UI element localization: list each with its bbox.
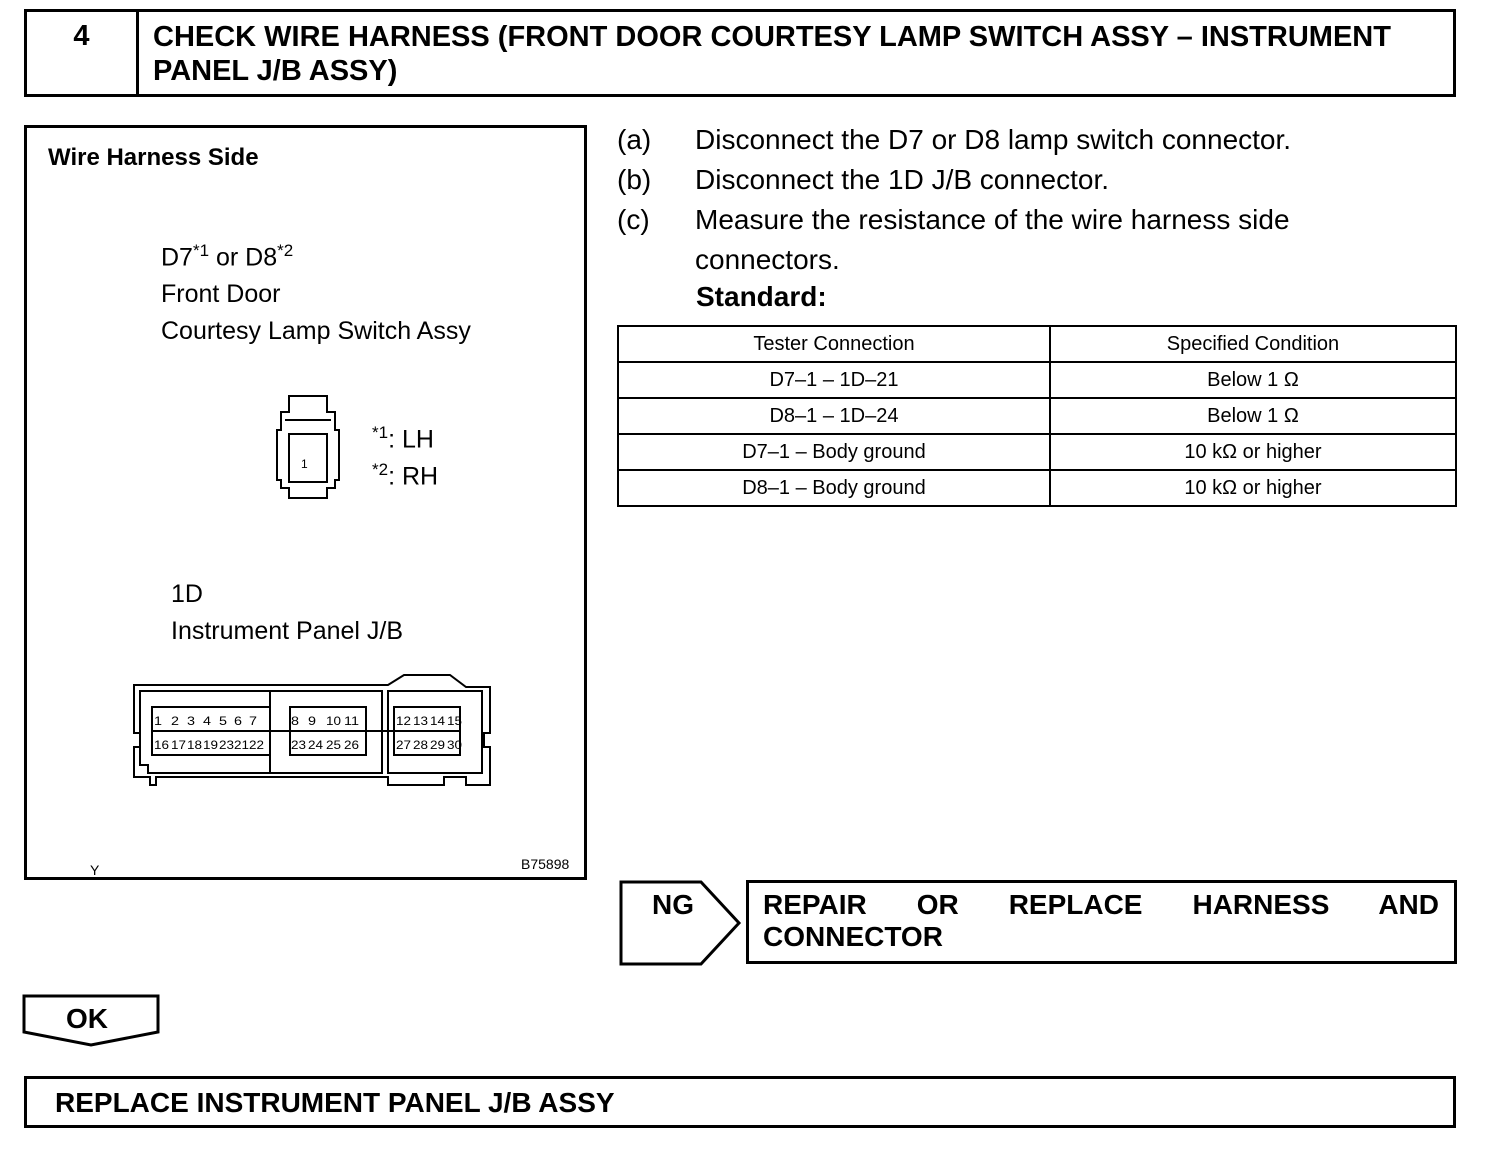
connector1-pin-label: 1 — [301, 457, 308, 471]
instructions-list — [617, 120, 1462, 280]
ng-label: NG — [652, 889, 694, 920]
instruction-item — [617, 160, 1462, 200]
jb-pin-label: 7 — [249, 714, 258, 728]
instruction-text: Disconnect the D7 or D8 lamp switch connector. — [695, 124, 1292, 155]
jb-pin-label: 10 — [326, 714, 342, 728]
jb-pin-label: 14 — [430, 714, 446, 728]
final-action-text: REPLACE INSTRUMENT PANEL J/B ASSY — [55, 1087, 615, 1118]
jb-pin-label: 19 — [203, 738, 219, 752]
table-row — [618, 434, 1456, 470]
jb-pin-label: 24 — [308, 738, 324, 752]
jb-pin-label: 9 — [308, 714, 317, 728]
connector1-name-line3: Courtesy Lamp Switch Assy — [161, 317, 471, 345]
step-header — [24, 9, 1456, 97]
table-cell: D8–1 – 1D–24 — [618, 398, 1050, 434]
instruction-item — [617, 120, 1462, 160]
figure-id: B75898 — [521, 856, 570, 872]
jb-pin-label: 15 — [447, 714, 463, 728]
jb-pin-label: 23 — [219, 738, 235, 752]
jb-pin-label: 11 — [344, 714, 360, 728]
connector1-codes: D7$^{*1}$ or D8$^{*2}$ — [161, 241, 294, 272]
jb-pin-label: 6 — [234, 714, 243, 728]
jb-pin-label: 26 — [344, 738, 360, 752]
table-row — [618, 398, 1456, 434]
table-row — [618, 362, 1456, 398]
jb-pin-label: 13 — [413, 714, 429, 728]
note-rh: $^{*2}$: RH — [372, 460, 439, 491]
jb-pin-label: 3 — [187, 714, 196, 728]
jb-pin-label: 22 — [249, 738, 265, 752]
instruction-letter: (c) — [617, 204, 650, 235]
table-cell: 10 kΩ or higher — [1050, 434, 1456, 470]
table-cell: 10 kΩ or higher — [1050, 470, 1456, 506]
note-lh: $^{*1}$: LH — [372, 423, 434, 454]
jb-pin-label: 1 — [154, 714, 163, 728]
standard-label: Standard: — [696, 281, 827, 312]
jb-pin-label: 16 — [154, 738, 170, 752]
jb-pin-label: 29 — [430, 738, 446, 752]
jb-pin-label: 8 — [291, 714, 300, 728]
jb-pin-label: 12 — [396, 714, 412, 728]
table-cell: D7–1 – Body ground — [618, 434, 1050, 470]
figure-heading: Wire Harness Side — [48, 144, 259, 171]
instruction-text: Measure the resistance of the wire harness side connectors. — [695, 204, 1290, 275]
table-cell: Below 1 Ω — [1050, 398, 1456, 434]
jb-pin-label: 18 — [187, 738, 203, 752]
step-title: CHECK WIRE HARNESS (FRONT DOOR COURTESY LAMP SWITCH ASSY – INSTRUMENT PANEL J/B ASSY) — [153, 21, 1391, 87]
jb-pin-label: 17 — [171, 738, 187, 752]
connector2-drawing — [130, 673, 500, 791]
ng-action-text: REPAIR OR REPLACE HARNESS AND CONNECTOR — [763, 889, 1439, 952]
column-header: Tester Connection — [618, 326, 1050, 362]
spec-table — [617, 325, 1457, 507]
instruction-letter: (b) — [617, 164, 652, 195]
jb-pin-label: 27 — [396, 738, 412, 752]
ng-action-box — [746, 880, 1457, 964]
table-cell: D7–1 – 1D–21 — [618, 362, 1050, 398]
ok-label: OK — [66, 1003, 108, 1034]
final-action-box — [24, 1076, 1456, 1128]
instruction-text: Disconnect the 1D J/B connector. — [695, 164, 1109, 195]
instruction-letter: (a) — [617, 124, 652, 155]
table-header-row — [618, 326, 1456, 362]
connector1-drawing — [263, 390, 355, 502]
jb-pin-label: 2 — [171, 714, 180, 728]
jb-pin-label: 23 — [291, 738, 307, 752]
column-header: Specified Condition — [1050, 326, 1456, 362]
jb-pin-label: 28 — [413, 738, 429, 752]
instruction-item — [617, 200, 1462, 280]
connector2-name: Instrument Panel J/B — [171, 617, 404, 645]
figure-corner-mark: Y — [90, 862, 100, 878]
connector1-name-line2: Front Door — [161, 280, 281, 308]
jb-pin-label: 21 — [234, 738, 250, 752]
step-number: 4 — [27, 12, 139, 94]
jb-pin-label: 30 — [447, 738, 463, 752]
jb-pin-label: 25 — [326, 738, 342, 752]
jb-pin-label: 4 — [203, 714, 212, 728]
table-cell: D8–1 – Body ground — [618, 470, 1050, 506]
table-cell: Below 1 Ω — [1050, 362, 1456, 398]
connector2-code: 1D — [171, 580, 203, 608]
wire-harness-figure — [24, 125, 587, 880]
jb-pin-label: 5 — [219, 714, 228, 728]
table-row — [618, 470, 1456, 506]
